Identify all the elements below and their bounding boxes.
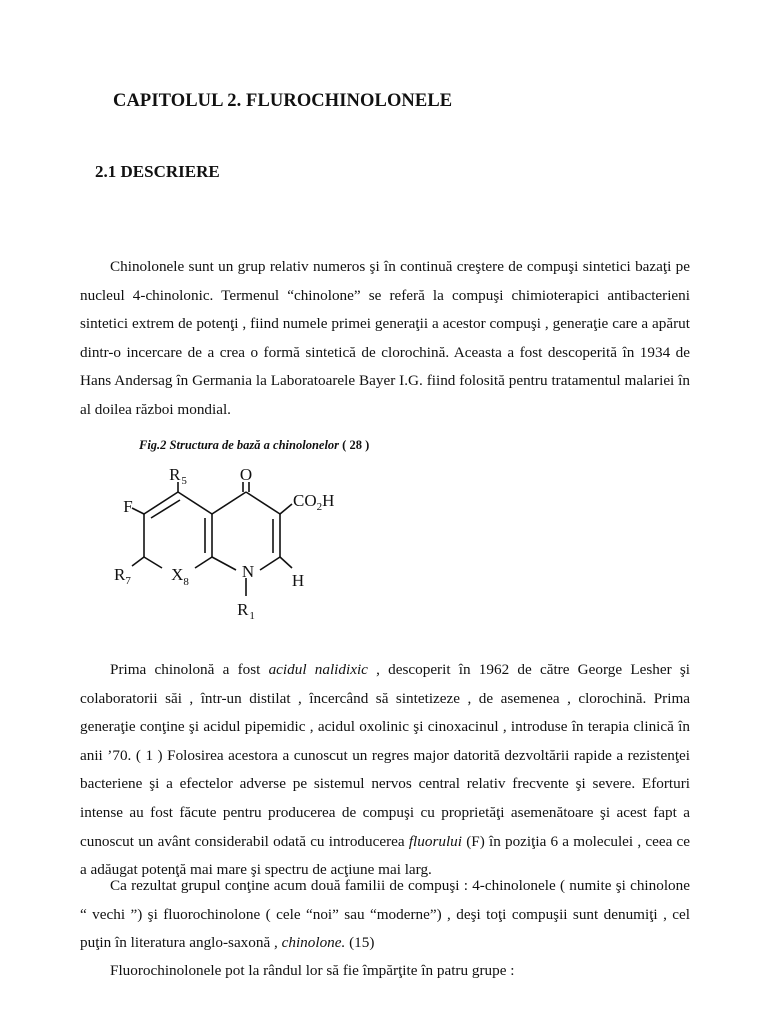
paragraph-history xyxy=(80,656,690,885)
chapter-title: CAPITOLUL 2. FLUROCHINOLONELE xyxy=(113,91,453,111)
term-chinolone: chinolone. xyxy=(281,934,346,952)
paragraph-groups xyxy=(80,957,690,986)
atom-fluorine: F xyxy=(123,497,133,516)
atom-r5: $R_5$ xyxy=(169,465,187,487)
term-fluorine: fluorului xyxy=(408,832,462,850)
paragraph-history-text-1: Prima chinolonă a fost xyxy=(110,661,269,678)
structure-bonds xyxy=(132,482,292,596)
paragraph-history-text-2: , descoperit în 1962 de către George Lesher şi colaboratorii săi , într-un distilat , încercând să sintetizeze , de asemenea , clorochină. Prima generaţie conţine şi acidul pipemidic , acidul oxolinic şi cinoxacinul , introduse în terapia clinică în anii ’70. ( 1 ) Folosirea acestora a cunoscut un regres major datorită dezvoltării rapide a rezistenţei bacteriene şi a efectelor adverse pe sistemul nervos central relativ frecvente şi severe. Eforturi intense au fost făcute pentru producerea de compuşi cu proprietăţi asemenătoare şi acest fapt a cunoscut un avânt considerabil odată cu introducerea xyxy=(80,661,690,850)
atom-r1: $R_1$ xyxy=(237,600,255,622)
paragraph-families-text-1: Ca rezultat grupul conţine acum două familii de compuşi : 4-chinolonele ( numite şi chinolone “ vechi ”) şi fluorochinolone ( cele “noi” sau “moderne”) , deşi toţi compuşii sunt denumiţi , cel puţin în literatura anglo-saxonă , xyxy=(80,877,690,952)
paragraph-intro-text: Chinolonele sunt un grup relativ numeros şi în continuă creştere de compuşi sintetici bazaţi pe nucleul 4-chinolonic. Termenul “chinolone” se referă la compuşi chimioterapici antibacterieni sintetici extrem de potenţi , fiind numele primei generaţii a acestor compuşi , generaţie care a apărut dintr-o incercare de a crea o formă sintetică de clorochină. Aceasta a fost descoperită în 1934 de Hans Andersag în Germania la Laboratoarele Bayer I.G. fiind folosită pentru tratamentul malariei în al doilea război mondial. xyxy=(80,258,690,418)
figure-caption-ref: ( 28 ) xyxy=(339,438,370,452)
section-title: 2.1 DESCRIERE xyxy=(95,162,220,181)
paragraph-families xyxy=(80,872,690,958)
figure-caption xyxy=(139,438,369,453)
paragraph-intro xyxy=(80,253,690,425)
term-nalidixic-acid: acidul nalidixic xyxy=(268,661,368,678)
atom-nitrogen: N xyxy=(241,562,255,581)
quinolone-structure-diagram xyxy=(100,462,380,632)
figure-caption-label: Fig.2 Structura de bază a chinolonelor xyxy=(139,438,340,452)
atom-x8: $X_8$ xyxy=(171,565,189,588)
atom-carboxyl: $CO_2H$ xyxy=(293,491,335,513)
paragraph-groups-text: Fluorochinolonele pot la rândul lor să fie împărţite în patru grupe : xyxy=(110,962,515,979)
paragraph-history-text-3: (F) în poziţia 6 a moleculei , ceea ce a adăugat potenţă mai mare şi spectru de acţiune mai larg. xyxy=(80,832,690,879)
atom-r7: $R_7$ xyxy=(114,565,131,587)
atom-oxygen: O xyxy=(239,465,253,484)
paragraph-families-text-2: (15) xyxy=(345,934,375,952)
atom-hydrogen: H xyxy=(291,571,305,590)
